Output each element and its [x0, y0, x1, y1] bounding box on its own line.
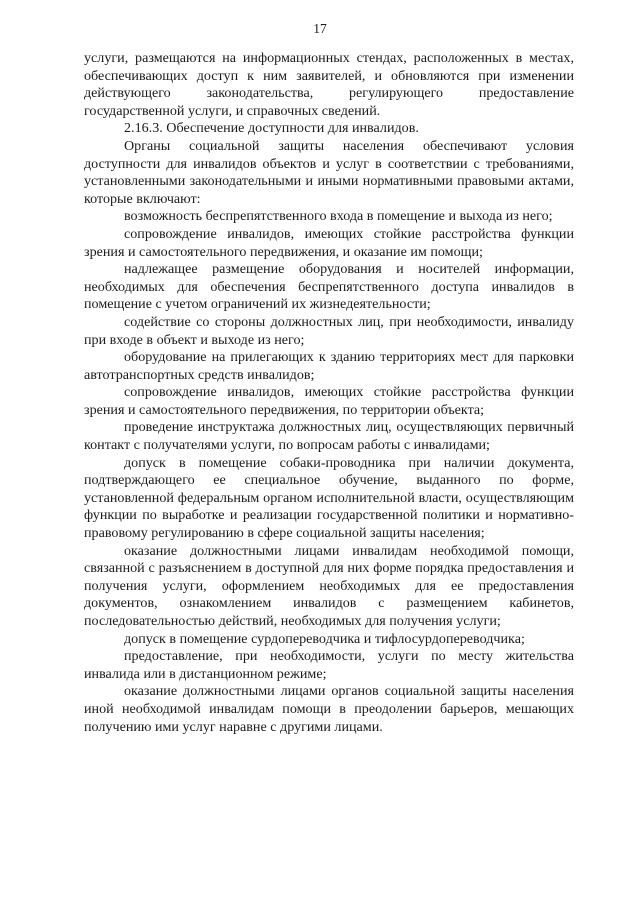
paragraph: содействие со стороны должностных лиц, при необходимости, инвалиду при входе в объект и выходе из него; — [84, 313, 574, 348]
document-body — [84, 50, 574, 736]
paragraph: оборудование на прилегающих к зданию территориях мест для парковки автотранспортных средств инвалидов; — [84, 349, 574, 383]
paragraph: оказание должностными лицами инвалидам необходимой помощи, связанной с разъяснением в доступной для них форме порядка предоставления и получения услуги, оформлением необходимых для ее предоставления документов, ознакомлением инвалидов с размещением кабинетов, последовательностью действий, необходимых для получения услуги; — [84, 542, 574, 629]
paragraph: предоставление, при необходимости, услуги по месту жительства инвалида или в дистанционном режиме; — [84, 648, 574, 682]
paragraph: сопровождение инвалидов, имеющих стойкие расстройства функции зрения и самостоятельного передвижения, по территории объекта; — [84, 384, 574, 418]
paragraph: 2.16.3. Обеспечение доступности для инвалидов. — [124, 120, 419, 137]
paragraph: возможность беспрепятственного входа в помещение и выхода из него; — [124, 208, 553, 225]
paragraph: сопровождение инвалидов, имеющих стойкие расстройства функции зрения и самостоятельного передвижения, и оказание им помощи; — [84, 225, 574, 260]
paragraph: оказание должностными лицами органов социальной защиты населения иной необходимой инвалидам помощи в преодолении барьеров, мешающих получению ими услуг наравне с другими лицами. — [84, 683, 574, 735]
paragraph: Органы социальной защиты населения обеспечивают условия доступности для инвалидов объектов и услуг в соответствии с требованиями, установленными законодательными и иными нормативными правовыми актами, которые включают: — [84, 137, 574, 207]
paragraph: допуск в помещение собаки-проводника при наличии документа, подтверждающего ее специальное обучение, выданного по форме, установленной федеральным органом исполнительной власти, осуществляющим функции по выработке и реализации государственной политики и нормативно-правовому регулированию в сфере социальной защиты населения; — [84, 454, 574, 542]
paragraph: допуск в помещение сурдопереводчика и тифлосурдопереводчика; — [124, 630, 525, 647]
page-number: 17 — [313, 21, 327, 36]
paragraph: проведение инструктажа должностных лиц, осуществляющих первичный контакт с получателями услуги, по вопросам работы с инвалидами; — [84, 419, 574, 454]
paragraph: услуги, размещаются на информационных стендах, расположенных в местах, обеспечивающих доступ к ним заявителей, и обновляются при изменении действующего законодательства, регулирующего предоставление государственной услуги, и справочных сведений. — [84, 50, 574, 119]
paragraph: надлежащее размещение оборудования и носителей информации, необходимых для обеспечения беспрепятственного доступа инвалидов в помещение с учетом ограничений их жизнедеятельности; — [84, 261, 574, 313]
